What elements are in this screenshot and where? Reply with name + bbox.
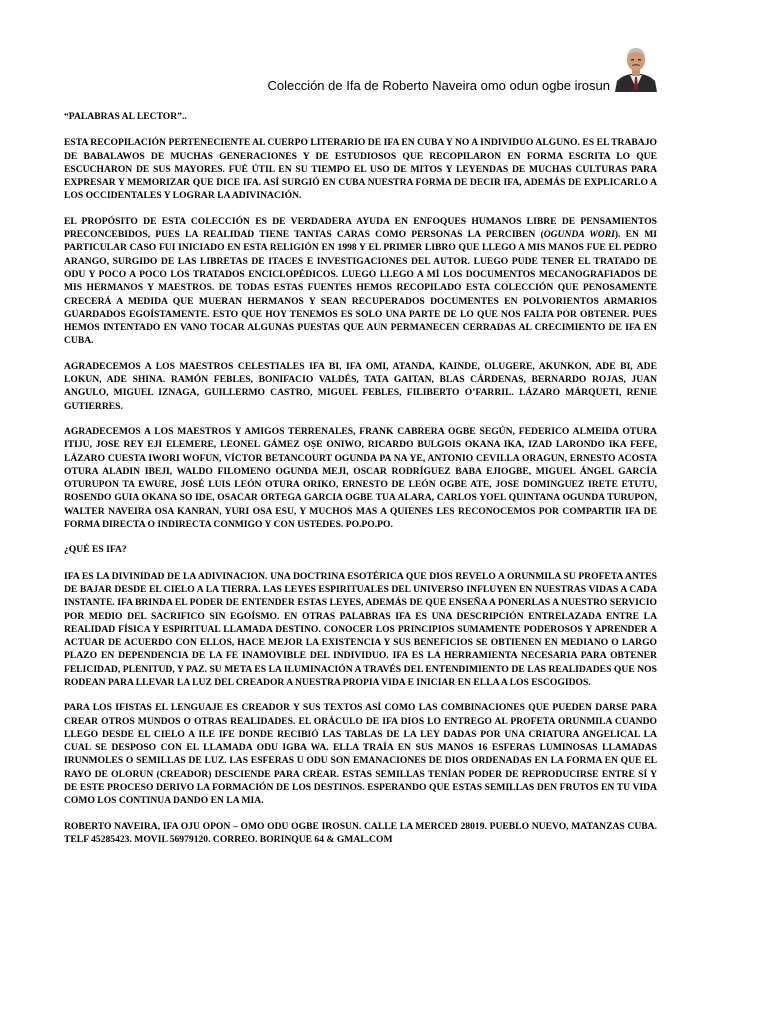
paragraph-purpose-end: ). EN MI PARTICULAR CASO FUI INICIADO EN ESTA RELIGIÓN EN 1998 Y EL PRIMER LIBRO QUE LLEGO A MIS MANOS FUE EL PEDRO ARANGO, SURGIDO DE LAS LIBRETAS DE ITACES E INVESTIGACIONES DEL AUTOR. LUEGO PUDE TENER EL TRATADO DE ODU Y POCO A POCO LOS TRATADOS ENCICLOPÉDICOS. LUEGO LLEGO A MÍ LOS DOCUMENTOS MECANOGRAFIADOS DE MIS HERMANOS Y MAESTROS. DE TODAS ESTAS FUENTES HEMOS RECOPILADO ESTA COLECCIÓN QUE PENOSAMENTE CRECERÁ A MEDIDA QUE MUERAN HERMANOS Y SEAN RECUPERADOS DOCUMENTES EN POLVORIENTOS ARMARIOS GUARDADOS EGOÍSTAMENTE. ESTO QUE HOY TENEMOS ES SOLO UNA PARTE DE LO QUE NOS FALTA POR OBTENER. PUES HEMOS INTENTADO EN VANO TOCAR ALGUNAS PUESTAS QUE AUN PERMANECEN CERRADAS AL CRECIMIENTO DE IFA EN CUBA. — [64, 229, 657, 347]
paragraph-ifa-definition: IFA ES LA DIVINIDAD DE LA ADIVINACION. UNA DOCTRINA ESOTÉRICA QUE DIOS REVELO A ORUNMILA SU PROFETA ANTES DE BAJAR DESDE EL CIELO A LA TIERRA. LAS LEYES ESPIRITUALES DEL UNIVERSO INFLUYEN EN NUESTRAS VIDAS A CADA INSTANTE. IFA BRINDA EL PODER DE ENTENDER ESTAS LEYES, ADEMÁS DE QUE ENSEÑA A PONERLAS A NUESTRO SERVICIO POR MEDIO DEL SACRIFICO SIN EGOÍSMO. EN OTRAS PALABRAS IFA ES UNA DESCRIPCIÓN ENTRELAZADA ENTRE LA REALIDAD FÍSICA Y ESPIRITUAL LLAMADA DESTINO. CONOCER LOS PRINCIPIOS SUMAMENTE PODEROSOS Y APRENDER A ACTUAR DE ACUERDO CON ELLOS, HACE MEJOR LA EXISTENCIA Y SUS BENEFICIOS SE OBTIENEN EN MEDIANO O LARGO PLAZO EN DEPENDENCIA DE LA FE INAMOVIBLE DEL INDIVIDUO. IFA ES LA HERRAMIENTA NECESARIA PARA OBTENER FELICIDAD, PLENITUD, Y PAZ. SU META ES LA ILUMINACIÓN A TRAVÉS DEL ENTENDIMIENTO DE LAS REALIDADES QUE NOS RODEAN PARA LLEVAR LA LUZ DEL CREADOR A NUESTRA PROPIA VIDA E INICIAR EN ELLA A LOS ESCOGIDOS. — [64, 570, 657, 688]
paragraph-celestial-masters: AGRADECEMOS A LOS MAESTROS CELESTIALES IFA BI, IFA OMI, ATANDA, KAINDE, OLUGERE, AKUNKON, ADE BI, ADE LOKUN, ADE SHINA. RAMÓN FEBLES, BONIFACIO VALDÉS, TATA GAITAN, BLAS CÁRDENAS, BERNARDO ROJAS, JUAN ANGULO, MIGUEL IZNAGA, GUILLERMO CASTRO, MIGUEL FEBLES, FILIBERTO O’FARRIL. LÁZARO MÁRQUETI, RENIE GUTIERRES. — [64, 360, 657, 412]
page-title: Colección de Ifa de Roberto Naveira omo odun ogbe irosun — [267, 78, 610, 93]
author-portrait-icon — [613, 42, 659, 92]
section-heading-what-is-ifa: ¿QUÉ ES IFA? — [64, 544, 127, 556]
author-photo — [613, 42, 659, 92]
paragraph-intro: ESTA RECOPILACIÓN PERTENECIENTE AL CUERPO LITERARIO DE IFA EN CUBA Y NO A INDIVIDUO ALGUNO. ES EL TRABAJO DE BABALAWOS DE MUCHAS GENERACIONES Y DE ESTUDIOSOS QUE RECOPILARON EN FORMA ESCRITA LO QUE ESCUCHARON DE SUS MAYORES. FUÉ ÚTIL EN SU TIEMPO EL USO DE MITOS Y LEYENDAS DE MUCHAS CULTURAS PARA EXPRESAR Y MEMORIZAR QUE DICE IFA. ASÍ SURGIÓ EN CUBA NUESTRA FORMA DE DECIR IFA, ADEMÁS DE EXPLICARLO A LOS OCCIDENTALES Y LOGRAR LA ADIVINACIÓN. — [64, 137, 657, 202]
paragraph-purpose-odu: OGUNDA WORI — [543, 229, 615, 241]
paragraph-purpose-start: EL PROPÓSITO DE ESTA COLECCIÓN ES DE VERDADERA AYUDA EN ENFOQUES HUMANOS LIBRE DE PENSAMIENTOS PRECONCEBIDOS, PUES LA REALIDAD TIENE TANTAS CARAS COMO PERSONAS LA PERCIBEN ( — [64, 215, 657, 241]
paragraph-author-contact: ROBERTO NAVEIRA, IFA OJU OPON – OMO ODU OGBE IROSUN. CALLE LA MERCED 28019. PUEBLO NUEVO, MATANZAS CUBA. TELF 45285423. MOVIL 56979120. CORREO. BORINQUE 64 & GMAL.COM — [64, 820, 657, 845]
document-greeting: “PALABRAS AL LECTOR”.. — [64, 111, 187, 122]
document-body — [64, 110, 657, 858]
paragraph-purpose — [64, 215, 657, 348]
paragraph-earthly-masters: AGRADECEMOS A LOS MAESTROS Y AMIGOS TERRENALES, FRANK CABRERA OGBE SEGÚN, FEDERICO ALMEIDA OTURA ITIJU, JOSE REY EJI ELEMERE, LEONEL GÁMEZ OṢE ONIWO, RICARDO BULGOIS OKANA IKA, IZAD LARONDO IKA FEFE, LÁZARO CUESTA IWORI WOFUN, VÍCTOR BETANCOURT OGUNDA PA NA YE, ANTONIO CEVILLA ORAGUN, ERNESTO ACOSTA OTURA ALADIN IBEJI, WALDO FILOMENO OGUNDA MEJI, OSCAR RODRÍGUEZ BABA EJIOGBE, MIGUEL ÁNGEL GARCÍA OTURUPON TA EWURE, JOSÉ LUIS LEÓN OTURA ORIKO, ERNESTO DE LEÓN OGBE ATE, JOSE DOMINGUEZ IRETE ETUTU, ROSENDO GUIA OKANA SO IDE, OSACAR ORTEGA GARCIA OGBE TUA ALARA, CARLOS YOEL QUINTANA OGUNDA TURUPON, WALTER NAVEIRA OSA KANRAN, YURI OSA ESU, Y MUCHOS MAS A QUIENES LES RECONOCEMOS POR COMPARTIR IFA DE FORMA DIRECTA O INDIRECTA CONMIGO Y CON USTEDES. PO.PO.PO. — [64, 425, 657, 531]
paragraph-ifa-language: PARA LOS IFISTAS EL LENGUAJE ES CREADOR Y SUS TEXTOS ASÍ COMO LAS COMBINACIONES QUE PUEDEN DARSE PARA CREAR OTROS MUNDOS O OTRAS REALIDADES. EL ORÁCULO DE IFA DIOS LO ENTREGO AL PROFETA ORUNMILA CUANDO LLEGO DESDE EL CIELO A ILE IFE DONDE RECIBIÓ LAS TABLAS DE LA LEY DADAS POR UNA CRIATURA ANGELICAL LA CUAL SE DESPOSO CON EL LLAMADA ODU IGBA WA. ELLA TRAÍA EN SUS MANOS 16 ESFERAS LUMINOSAS LLAMADAS IRUNMOLES O SEMILLAS DE LUZ. LAS ESFERAS U ODU SON EMANACIONES DE DIOS ORDENADAS EN LA FORMA EN QUE EL RAYO DE OLORUN (CREADOR) DESCIENDE PARA CREAR. ESTAS SEMILLAS TENÍAN PODER DE REPRODUCIRSE ENTRE SÍ Y DE ESTE PROCESO DERIVO LA FORMACIÓN DE LOS DESTINOS. ESPERANDO QUE ESTAS SEMILLAS DEN FRUTOS EN TU VIDA COMO LOS CONTINUA DANDO EN LA MIA. — [64, 702, 657, 807]
